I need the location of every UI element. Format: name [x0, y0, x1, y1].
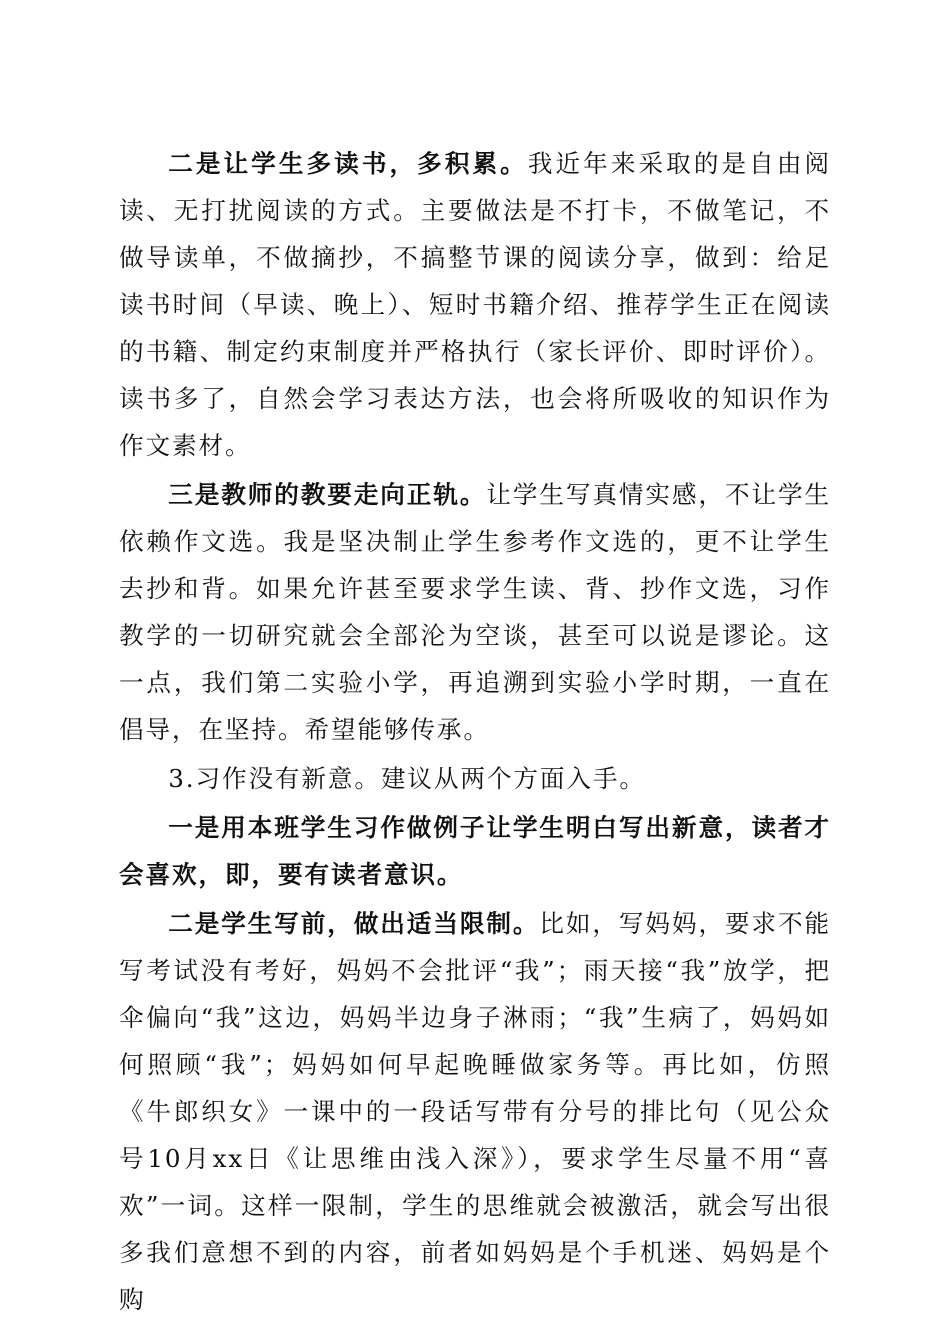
- paragraph-text: 让学生写真情实感，不让学生依赖作文选。我是坚决制止学生参考作文选的，更不让学生去抄和背。如果允许甚至要求学生读、背、抄作文选，习作教学的一切研究就会全部沦为空谈，甚至可以说是谬论。这一点，我们第二实验小学，再追溯到实验小学时期，一直在倡导，在坚持。希望能够传承。: [119, 480, 831, 744]
- paragraph-lead: 二是让学生多读书，多积累。: [168, 149, 528, 178]
- paragraph-text: 3.习作没有新意。建议从两个方面入手。: [168, 764, 646, 793]
- paragraph-teaching-on-track: [119, 471, 831, 753]
- paragraph-lead: 一是用本班学生习作做例子让学生明白写出新意，读者才会喜欢，即，要有读者意识。: [119, 813, 831, 889]
- paragraph-writing-limits: [119, 900, 831, 1323]
- paragraph-text: 我近年来采取的是自由阅读、无打扰阅读的方式。主要做法是不打卡，不做笔记，不做导读单，不做摘抄，不搞整节课的阅读分享，做到：给足读书时间（早读、晚上）、短时书籍介绍、推荐学生正在阅读的书籍、制定约束制度并严格执行（家长评价、即时评价）。读书多了，自然会学习表达方法，也会将所吸收的知识作为作文素材。: [119, 149, 831, 460]
- document-body: [119, 140, 831, 1325]
- paragraph-no-originality: [119, 755, 831, 802]
- paragraph-lead: 三是教师的教要走向正轨。: [168, 480, 487, 509]
- paragraph-reader-awareness: [119, 804, 831, 898]
- paragraph-read-more: [119, 140, 831, 469]
- paragraph-text: 比如，写妈妈，要求不能写考试没有考好，妈妈不会批评“我”；雨天接“我”放学，把伞偏向“我”这边，妈妈半边身子淋雨；“我”生病了，妈妈如何照顾“我”；妈妈如何早起晚睡做家务等。再比如，仿照《牛郎织女》一课中的一段话写带有分号的排比句（见公众号10月xx日《让思维由浅入深》），要求学生尽量不用“喜欢”一词。这样一限制，学生的思维就会被激活，就会写出很多我们意想不到的内容，前者如妈妈是个手机迷、妈妈是个购: [119, 909, 831, 1314]
- paragraph-lead: 二是学生写前，做出适当限制。: [168, 909, 540, 938]
